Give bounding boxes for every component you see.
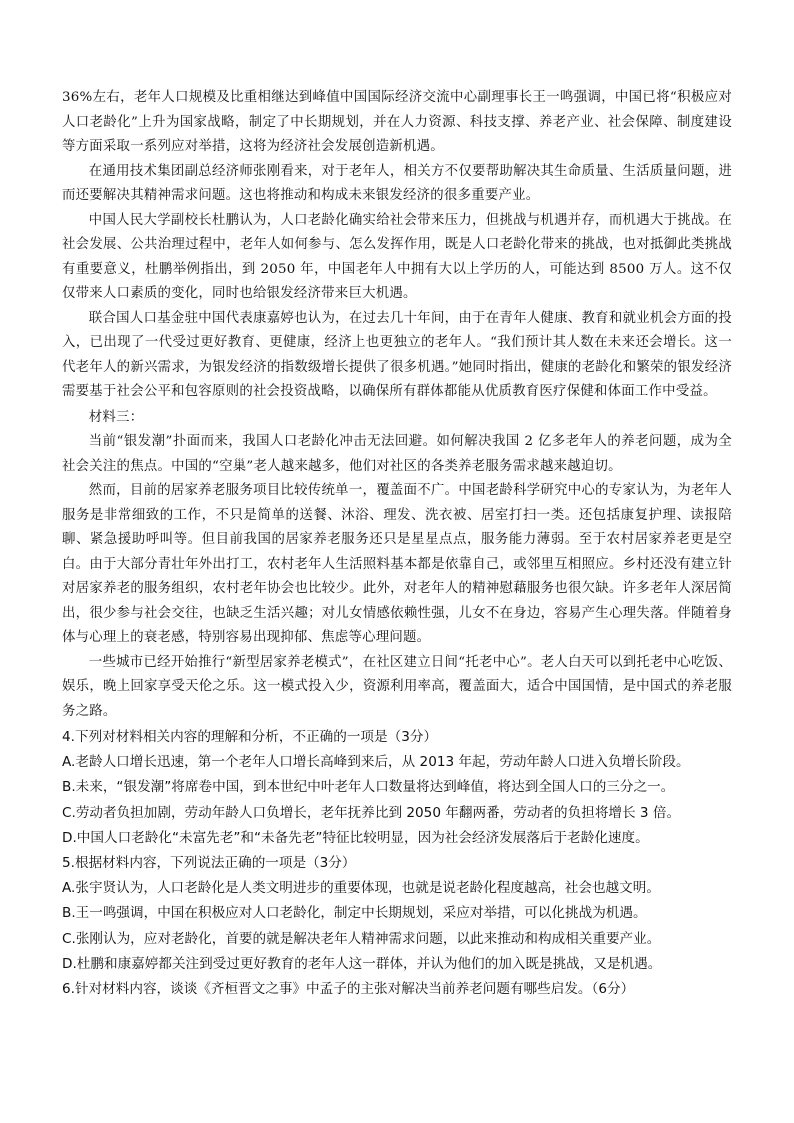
question-5-option-a: A.张宇贤认为，人口老龄化是人类文明进步的重要体现，也就是说老龄化程度越高，社会也越文明。 [62, 880, 660, 897]
question-5-stem: 5.根据材料内容，下列说法正确的一项是（3分） [62, 855, 356, 872]
passage-paragraph-2: 在通用技术集团副总经济师张刚看来，对于老年人，相关方不仅要帮助解决其生命质量、生活质量问题，进而还要解决其精神需求问题。这也将推动和构成未来银发经济的很多重要产业。 [62, 163, 732, 203]
passage-paragraph-7: 一些城市已经开始推行“新型居家养老模式”，在社区建立日间“托老中心”。老人白天可以到托老中心吃饭、娱乐，晚上回家享受天伦之乐。这一模式投入少，资源利用率高，覆盖面大，适合中国国情，是中国式的养老服务之路。 [62, 654, 732, 719]
passage-paragraph-6: 然而，目前的居家养老服务项目比较传统单一，覆盖面不广。中国老龄科学研究中心的专家认为，为老年人服务是非常细致的工作，不只是简单的送餐、沐浴、理发、洗衣被、居室打扫一类。还包括康复护理、读报陪聊、紧急援助呼叫等。但目前我国的居家养老服务还只是星星点点，服务能力薄弱。至于农村居家养老更是空白。由于大部分青壮年外出打工，农村老年人生活照料基本都是依靠自己，或邻里互相照应。乡村还没有建立针对居家养老的服务组织，农村老年协会也比较少。此外，对老年人的精神慰藉服务也很欠缺。许多老年人深居简出，很少参与社会交往，也缺乏生活兴趣；对儿女情感依赖性强，儿女不在身边，容易产生心理失落。伴随着身体与心理上的衰老感，特别容易出现抑郁、焦虑等心理问题。 [62, 483, 732, 645]
question-4-option-b: B.未来，“银发潮”将席卷中国，到本世纪中叶老年人口数量将达到峰值，将达到全国人口的三分之一。 [62, 779, 675, 796]
question-5-option-d: D.杜鹏和康嘉婷都关注到受过更好教育的老年人这一群体，并认为他们的加入既是挑战，又是机遇。 [62, 955, 662, 972]
question-5-option-c: C.张刚认为，应对老龄化，首要的就是解决老年人精神需求问题，以此来推动和构成相关重要产业。 [62, 930, 661, 947]
passage-paragraph-5: 当前“银发潮”扑面而来，我国人口老龄化冲击无法回避。如何解决我国 2 亿多老年人的养老问题，成为全社会关注的焦点。中国的“空巢”老人越来越多，他们对社区的各类养老服务需求越来越迫切。 [62, 434, 732, 474]
question-5-option-b: B.王一鸣强调，中国在积极应对人口老龄化，制定中长期规划，采应对举措，可以化挑战为机遇。 [62, 905, 647, 922]
passage-paragraph-4: 联合国人口基金驻中国代表康嘉婷也认为，在过去几十年间，由于在青年人健康、教育和就业机会方面的投入，已出现了一代受过更好教育、更健康，经济上也更独立的老年人。“我们预计其人数在未来还会增长。这一代老年人的新兴需求，为银发经济的指数级增长提供了很多机遇。”她同时指出，健康的老龄化和繁荣的银发经济需要基于社会公平和包容原则的社会投资战略，以确保所有群体都能从优质教育医疗保健和体面工作中受益。 [62, 310, 732, 399]
question-4-option-c: C.劳动者负担加剧，劳动年龄人口负增长，老年抚养比到 2050 年翻两番，劳动者的负担将增长 3 倍。 [62, 804, 681, 821]
question-4-option-d: D.中国人口老龄化“未富先老”和“未备先老”特征比较明显，因为社会经济发展落后于老龄化速度。 [62, 829, 649, 846]
material-three-heading: 材料三： [88, 409, 144, 425]
passage-paragraph-3: 中国人民大学副校长杜鹏认为，人口老龄化确实给社会带来压力，但挑战与机遇并存，而机遇大于挑战。在社会发展、公共治理过程中，老年人如何参与、怎么发挥作用，既是人口老龄化带来的挑战，也对抵御此类挑战有重要意义，杜鹏举例指出，到 2050 年，中国老年人中拥有大以上学历的人，可能达到 8500 万人。这不仅仅带来人口素质的变化，同时也给银发经济带来巨大机遇。 [62, 212, 732, 301]
question-4-option-a: A.老龄人口增长迅速，第一个老年人口增长高峰到来后，从 2013 年起，劳动年龄人口进入负增长阶段。 [62, 754, 690, 771]
questions-section [62, 725, 732, 1002]
question-4-stem: 4.下列对材料相关内容的理解和分析，不正确的一项是（3分） [62, 729, 438, 745]
passage-paragraph-1: 36%左右，老年人口规模及比重相继达到峰值中国国际经济交流中心副理事长王一鸣强调，中国已将“积极应对人口老龄化”上升为国家战略，制定了中长期规划，并在人力资源、科技支撑、养老产业、社会保障、制度建设等方面采取一系列应对举措，这将为经济社会发展创造新机遇。 [62, 90, 732, 154]
question-6-stem: 6.针对材料内容，谈谈《齐桓晋文之事》中孟子的主张对解决当前养老问题有哪些启发。（6分） [62, 981, 635, 998]
reading-passage [62, 86, 732, 724]
